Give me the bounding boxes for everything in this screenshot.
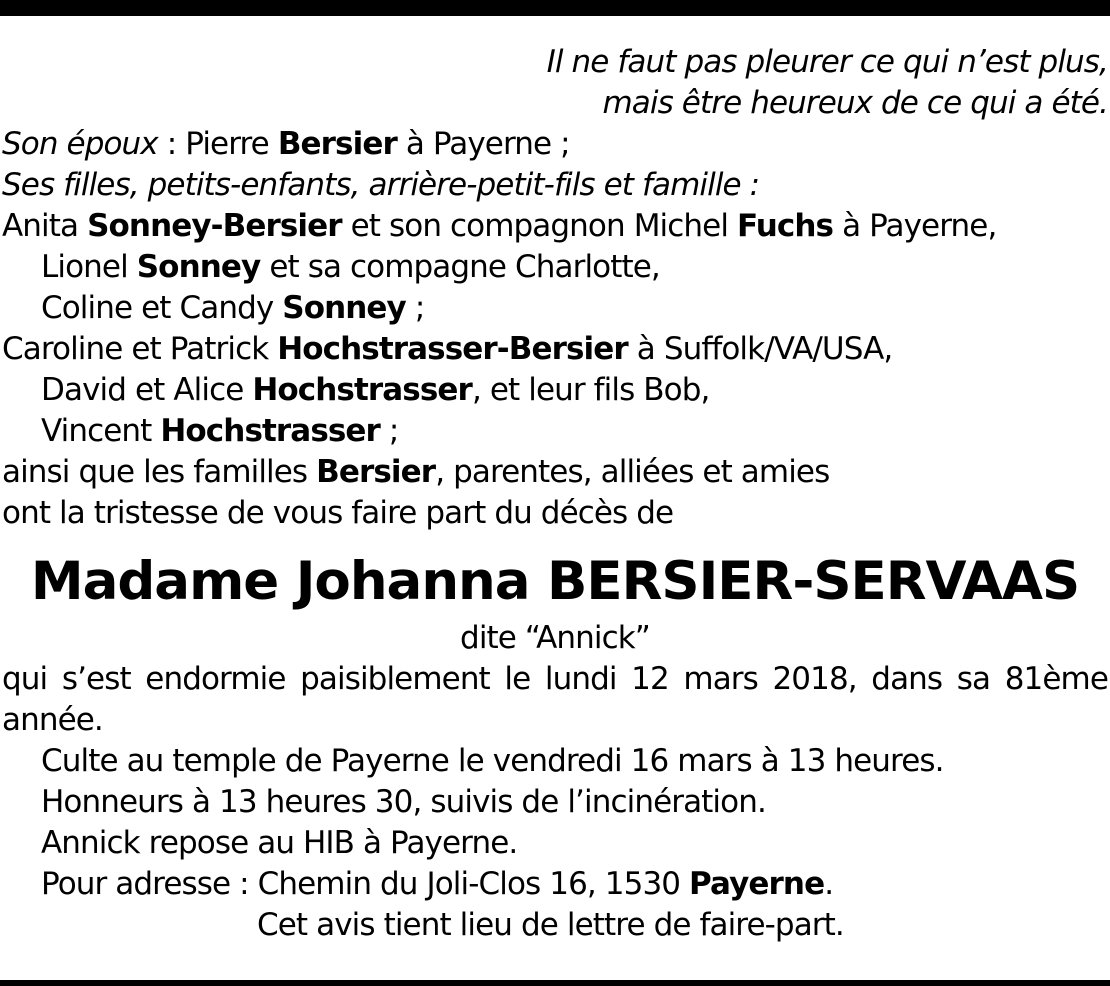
service-line: Culte au temple de Payerne le vendredi 16 mars à 13 heures. (41, 743, 944, 779)
vincent-pre: Vincent (41, 413, 161, 449)
vincent-surname: Hochstrasser (160, 413, 380, 449)
david-post: , et leur fils Bob, (471, 372, 710, 408)
david-pre: David et Alice (41, 372, 253, 408)
family-heading: Ses filles, petits-enfants, arrière-petit-fils et famille : (2, 167, 760, 203)
david-surname: Hochstrasser (252, 372, 472, 408)
closing-line: Cet avis tient lieu de lettre de faire-part. (257, 907, 844, 943)
coline-post: ; (405, 290, 425, 326)
spouse-line (2, 124, 1108, 165)
bottom-rule (0, 980, 1110, 986)
spouse-rest: à Payerne ; (396, 126, 570, 162)
coline-surname: Sonney (282, 290, 406, 326)
rests-line: Annick repose au HIB à Payerne. (41, 825, 518, 861)
family-line-coline (2, 288, 1108, 329)
quote-line-2: mais être heureux de ce qui a été. (602, 85, 1108, 121)
family-line-lionel (2, 247, 1108, 288)
families-pre: ainsi que les familles (2, 454, 317, 490)
deceased-name: Madame Johanna BERSIER-SERVAAS (30, 551, 1080, 612)
families-post: , parentes, alliées et amies (435, 454, 830, 490)
lionel-post: et sa compagne Charlotte, (260, 249, 660, 285)
spouse-surname: Bersier (277, 126, 397, 162)
anita-post: à Payerne, (833, 208, 997, 244)
address-pre: Pour adresse : Chemin du Joli-Clos 16, 1530 (41, 866, 690, 902)
passing-paragraph: qui s’est endormie paisiblement le lundi 12 mars 2018, dans sa 81ème année. (2, 661, 1108, 738)
family-line-anita (2, 206, 1108, 247)
anita-mid: et son compagnon Michel (341, 208, 737, 244)
obituary-notice (2, 42, 1108, 946)
caroline-post: à Suffolk/VA/USA, (627, 331, 893, 367)
honours-line: Honneurs à 13 heures 30, suivis de l’incinération. (41, 784, 766, 820)
family-line-vincent (2, 411, 1108, 452)
announce-line: ont la tristesse de vous faire part du décès de (2, 495, 674, 531)
vincent-post: ; (379, 413, 399, 449)
quote-line-1: Il ne faut pas pleurer ce qui n’est plus, (546, 44, 1108, 80)
address-post: . (824, 866, 834, 902)
caroline-pre: Caroline et Patrick (2, 331, 278, 367)
lionel-pre: Lionel (41, 249, 137, 285)
family-line-families (2, 452, 1108, 493)
anita-surname2: Fuchs (737, 208, 834, 244)
families-surname: Bersier (316, 454, 436, 490)
lionel-surname: Sonney (136, 249, 261, 285)
family-line-david (2, 370, 1108, 411)
top-rule (0, 0, 1110, 16)
spouse-role: Son époux (2, 126, 158, 162)
family-line-caroline (2, 329, 1108, 370)
anita-pre: Anita (2, 208, 88, 244)
anita-surname: Sonney-Bersier (87, 208, 342, 244)
address-city: Payerne (689, 866, 825, 902)
deceased-nickname: dite “Annick” (460, 620, 650, 656)
coline-pre: Coline et Candy (41, 290, 283, 326)
spouse-sep: : Pierre (157, 126, 278, 162)
caroline-surname: Hochstrasser-Bersier (277, 331, 628, 367)
address-line (2, 864, 1108, 905)
